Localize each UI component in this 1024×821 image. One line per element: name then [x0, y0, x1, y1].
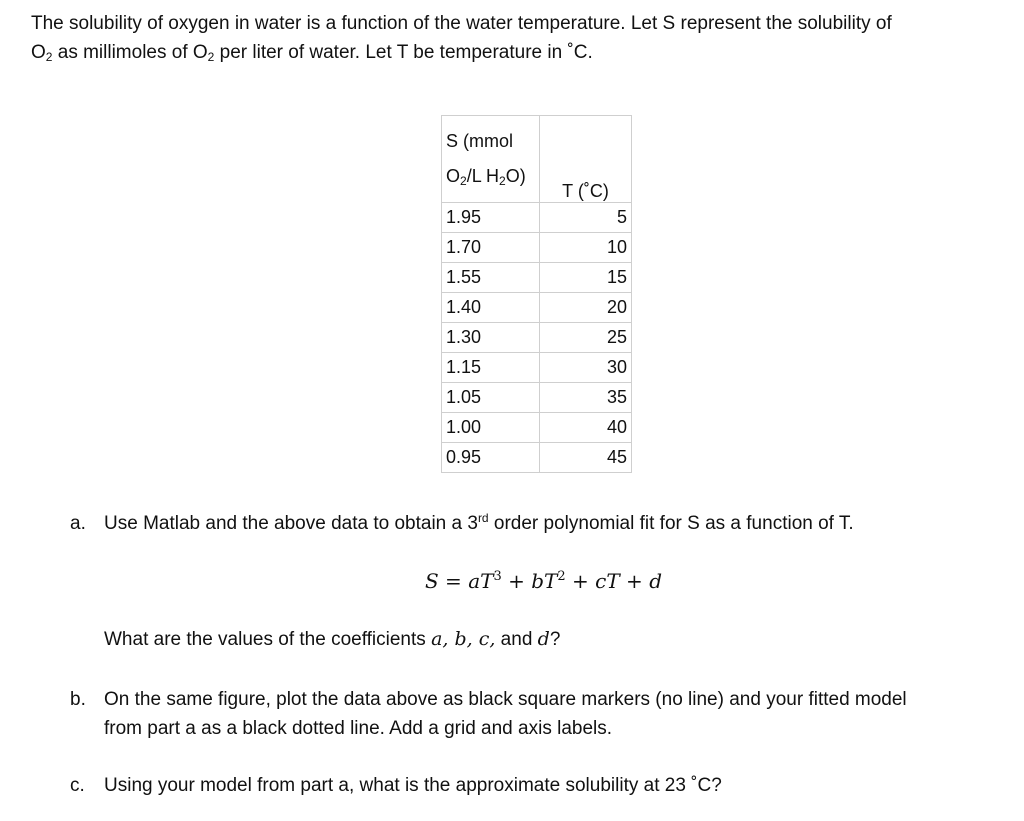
question-b-line2: from part a as a black dotted line. Add a grid and axis labels. — [104, 718, 613, 739]
eq-exponent: 3 — [493, 569, 502, 584]
header-solubility-line2 — [446, 159, 535, 194]
solubility-table — [441, 115, 632, 473]
header-solubility-line1: S (mmol — [446, 131, 513, 151]
temperature-cell: 30 — [540, 353, 632, 383]
table-row — [442, 293, 632, 323]
eq-plus: + — [565, 569, 596, 593]
eq-c: c — [595, 569, 607, 593]
temperature-cell: 35 — [540, 383, 632, 413]
temperature-cell: 45 — [540, 443, 632, 473]
intro-text: per liter of water. Let T be temperature in ˚C. — [214, 42, 593, 63]
intro-line-1: The solubility of oxygen in water is a function of the water temperature. Let S represent the solubility of — [31, 13, 892, 34]
followup-text-part: and — [495, 629, 538, 650]
followup-vars: a, b, c, — [431, 628, 496, 650]
question-b-text — [104, 685, 984, 743]
question-c-text: Using your model from part a, what is the approximate solubility at 23 ˚C? — [104, 775, 722, 796]
followup-text-part: What are the values of the coefficients — [104, 629, 432, 650]
eq-exponent: 2 — [557, 569, 566, 584]
header-text: O) — [505, 166, 526, 186]
table-row — [442, 323, 632, 353]
eq-d: d — [649, 569, 662, 593]
solubility-cell: 1.30 — [442, 323, 540, 353]
solubility-cell: 0.95 — [442, 443, 540, 473]
header-temperature: T (˚C) — [540, 116, 632, 203]
temperature-cell: 20 — [540, 293, 632, 323]
table-row — [442, 353, 632, 383]
intro-o-text: O — [31, 42, 46, 63]
table-header-row — [442, 116, 632, 203]
question-a-label: a. — [70, 513, 86, 534]
intro-subscript: 2 — [45, 50, 53, 64]
table-row — [442, 443, 632, 473]
question-b-line1: On the same figure, plot the data above as black square markers (no line) and your fitted model — [104, 689, 907, 710]
question-a-text — [104, 509, 984, 538]
temperature-cell: 15 — [540, 263, 632, 293]
solubility-cell: 1.40 — [442, 293, 540, 323]
solubility-cell: 1.55 — [442, 263, 540, 293]
solubility-cell: 1.70 — [442, 233, 540, 263]
table-row — [442, 263, 632, 293]
solubility-cell: 1.00 — [442, 413, 540, 443]
question-a-followup-text — [104, 625, 984, 654]
intro-line-2 — [31, 38, 1001, 67]
intro-text: as millimoles of O — [52, 42, 208, 63]
polynomial-equation — [425, 569, 662, 593]
eq-a: a — [468, 569, 481, 593]
temperature-cell: 5 — [540, 203, 632, 233]
header-solubility — [442, 116, 540, 203]
eq-t: T — [544, 569, 558, 593]
eq-plus: + — [501, 569, 532, 593]
question-c-label: c. — [70, 775, 85, 796]
table-row — [442, 413, 632, 443]
solubility-cell: 1.95 — [442, 203, 540, 233]
question-a-text-part: Use Matlab and the above data to obtain a 3 — [104, 513, 478, 534]
question-a-text-part: order polynomial fit for S as a function of T. — [488, 513, 854, 534]
question-a-superscript: rd — [477, 511, 489, 525]
eq-equals: = — [438, 569, 469, 593]
intro-paragraph — [31, 9, 1001, 67]
temperature-cell: 40 — [540, 413, 632, 443]
solubility-cell: 1.15 — [442, 353, 540, 383]
followup-var-d: d — [537, 628, 550, 650]
eq-t: T — [606, 569, 620, 593]
temperature-cell: 10 — [540, 233, 632, 263]
header-text: /L H — [466, 166, 500, 186]
eq-s: S — [425, 569, 439, 593]
eq-plus: + — [619, 569, 650, 593]
table-row — [442, 203, 632, 233]
question-b-label: b. — [70, 689, 86, 710]
eq-b: b — [531, 569, 545, 593]
solubility-cell: 1.05 — [442, 383, 540, 413]
header-subscript: 2 — [499, 174, 506, 188]
table-row — [442, 233, 632, 263]
header-subscript: 2 — [460, 174, 467, 188]
intro-subscript: 2 — [207, 50, 215, 64]
temperature-cell: 25 — [540, 323, 632, 353]
followup-text-part: ? — [549, 629, 561, 650]
eq-t: T — [480, 569, 494, 593]
header-text: O — [446, 166, 461, 186]
table-row — [442, 383, 632, 413]
